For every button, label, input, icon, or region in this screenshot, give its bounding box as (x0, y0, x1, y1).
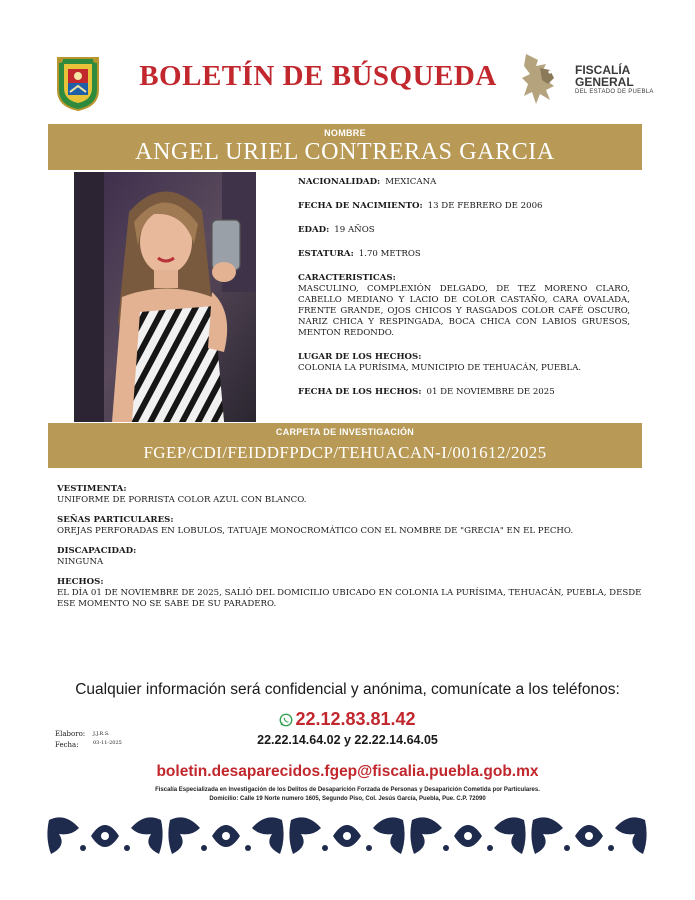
footer (0, 786, 695, 804)
height-value: 1.70 METROS (358, 249, 421, 259)
agency-line-2: GENERAL (575, 75, 634, 89)
talavera-ornament-border (45, 812, 650, 862)
footer-line-1: Fiscalía Especializada en Investigación de los Delitos de Desaparición Forzada de Personas y Desaparición Cometida por Particulares. (155, 787, 540, 793)
fiscalia-general-wordmark (575, 64, 654, 97)
place-value: COLONIA LA PURÍSIMA, MUNICIPIO DE TEHUACÁN, PUEBLA. (298, 363, 582, 373)
missing-person-name: ANGEL URIEL CONTRERAS GARCIA (135, 139, 555, 165)
birth-label: FECHA DE NACIMIENTO: (298, 201, 423, 211)
name-label: NOMBRE (324, 128, 366, 138)
case-banner (48, 423, 642, 468)
disability-label: DISCAPACIDAD: (57, 546, 137, 556)
missing-person-photo (74, 172, 256, 422)
nationality-label: NACIONALIDAD: (298, 177, 381, 187)
footer-line-2: Domicilio: Calle 19 Norte numero 1605, Segundo Piso, Col. Jesús García, Puebla, Pue. C.P. 72090 (209, 796, 486, 802)
event-date-label: FECHA DE LOS HECHOS: (298, 387, 422, 397)
whatsapp-icon (279, 713, 293, 727)
ornament-motif (410, 817, 525, 854)
elaboro-label: Elaboro: (55, 730, 86, 738)
other-phones[interactable]: 22.22.14.64.02 y 22.22.14.64.05 (257, 733, 438, 747)
age-value: 19 AÑOS (334, 225, 375, 235)
birth-value: 13 DE FEBRERO DE 2006 (427, 201, 543, 211)
age-label: EDAD: (298, 225, 330, 235)
features-label: CARACTERISTICAS: (298, 273, 396, 283)
person-details (298, 177, 630, 411)
additional-info (57, 484, 642, 619)
agency-line-3: DEL ESTADO DE PUEBLA (575, 89, 654, 95)
name-banner (48, 124, 642, 170)
marks-value: OREJAS PERFORADAS EN LOBULOS, TATUAJE MONOCROMÁTICO CON EL NOMBRE DE "GRECIA" EN EL PECHO. (57, 526, 574, 536)
contact-message: Cualquier información será confidencial y anónima, comunícate a los teléfonos: (75, 681, 620, 698)
ornament-motif (289, 817, 404, 854)
case-folio: FGEP/CDI/FEIDDFPDCP/TEHUACAN-I/001612/2025 (143, 443, 547, 462)
elaboro-value: J.J.R.S. (93, 731, 110, 737)
clothing-label: VESTIMENTA: (57, 484, 127, 494)
clothing-value: UNIFORME DE PORRISTA COLOR AZUL CON BLANCO. (57, 495, 307, 505)
ornament-motif (531, 817, 646, 854)
main-phone-number: 22.12.83.81.42 (295, 709, 416, 729)
bulletin-title: BOLETÍN DE BÚSQUEDA (139, 60, 497, 92)
agency-line-1: FISCALÍA (575, 63, 631, 77)
main-phone[interactable] (0, 709, 695, 730)
fecha-label: Fecha: (55, 741, 79, 749)
fiscalia-eagle-logo-icon (520, 50, 570, 106)
ornament-motif (47, 817, 162, 854)
facts-label: HECHOS: (57, 577, 104, 587)
features-value: MASCULINO, COMPLEXIÓN DELGADO, DE TEZ MORENO CLARO, CABELLO MEDIANO Y LACIO DE COLOR CASTAÑO, CARA OVALADA, FRENTE GRANDE, OJOS CHICOS Y RASGADOS COLOR CAFÉ OSCURO, NARIZ CHICA Y RESPINGADA, BOCA CHICA CON LABIOS GRUESOS, MENTON REDONDO. (298, 284, 630, 338)
nationality-value: MEXICANA (385, 177, 437, 187)
fecha-value: 03-11-2025 (93, 740, 122, 746)
facts-value: EL DÍA 01 DE NOVIEMBRE DE 2025, SALIÓ DEL DOMICILIO UBICADO EN COLONIA LA PURÍSIMA, TEHUACÁN, PUEBLA, DESDE ESE MOMENTO NO SE SABE DE SU PARADERO. (57, 588, 642, 609)
state-coat-of-arms-icon (54, 52, 102, 112)
disability-value: NINGUNA (57, 557, 104, 567)
ornament-motif (168, 817, 283, 854)
event-date-value: 01 DE NOVIEMBRE DE 2025 (426, 387, 555, 397)
contact-email[interactable]: boletin.desaparecidos.fgep@fiscalia.puebla.gob.mx (156, 763, 539, 780)
case-label: CARPETA DE INVESTIGACIÓN (275, 427, 415, 437)
height-label: ESTATURA: (298, 249, 354, 259)
place-label: LUGAR DE LOS HECHOS: (298, 352, 422, 362)
marks-label: SEÑAS PARTICULARES: (57, 515, 174, 525)
